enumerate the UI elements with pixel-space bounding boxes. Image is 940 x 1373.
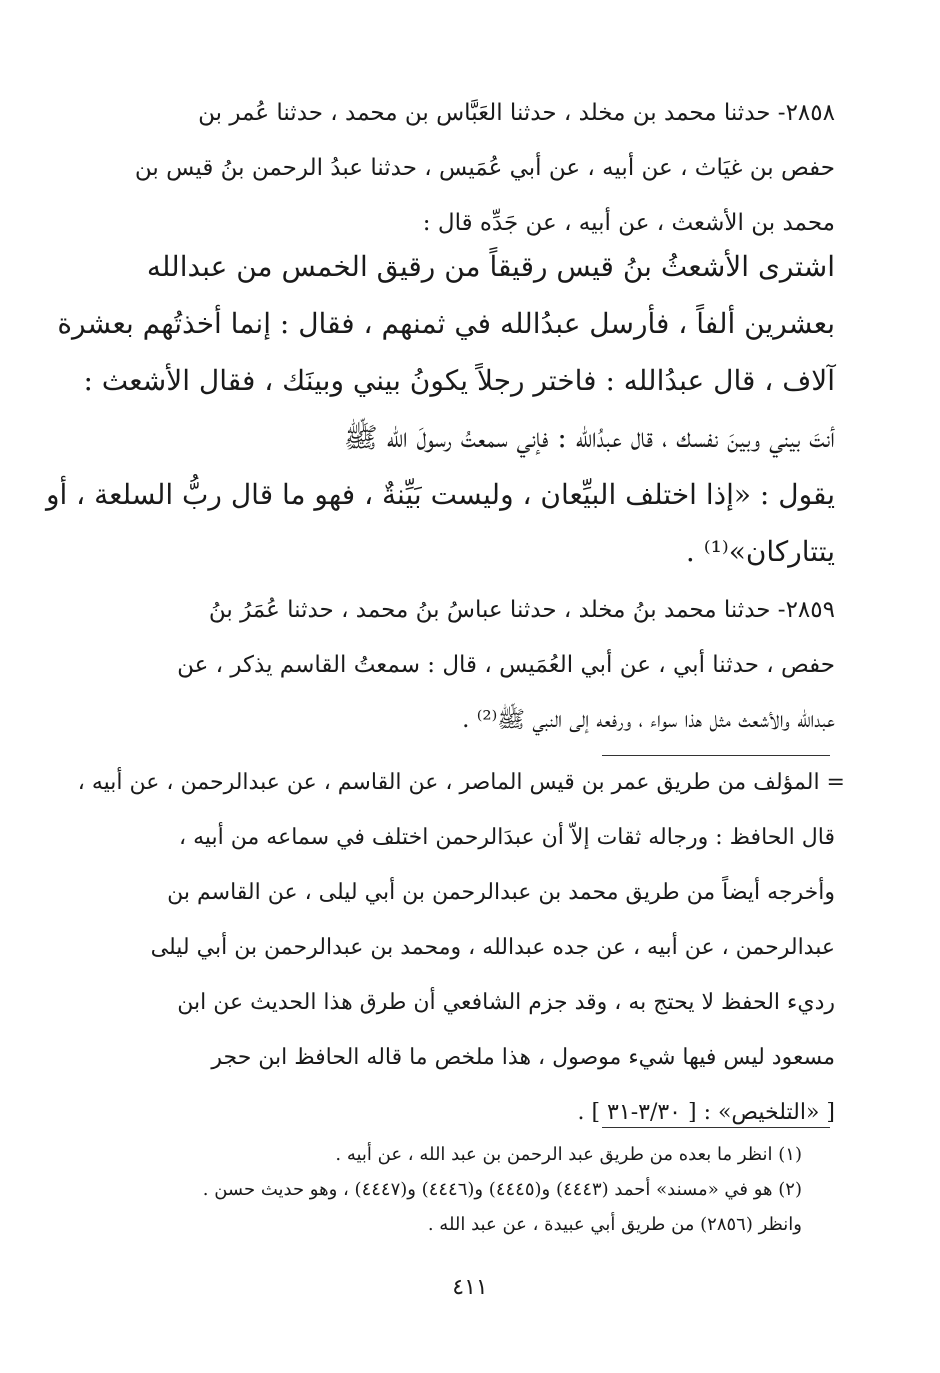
text-line: عبدالرحمن ، عن أبيه ، عن جده عبدالله ، ومحمد بن عبدالرحمن بن أبي ليلى (150, 935, 835, 960)
footnote-1: (١) انظر ما بعده من طريق عبد الرحمن بن عبد الله ، عن أبيه . (335, 1144, 802, 1165)
continued-footnote (77, 755, 845, 1140)
text-line: [ «التلخيص» : [ ٣/٣٠-٣١ ] . (577, 1100, 835, 1125)
text-line: يتتاركان»⁽¹⁾ . (685, 535, 835, 568)
text-line: = المؤلف من طريق عمر بن قيس الماصر ، عن القاسم ، عن عبدالرحمن ، عن أبيه ، (77, 770, 845, 795)
text-line: اشترى الأشعثُ بنُ قيس رقيقاً من رقيق الخمس من عبدالله (146, 250, 835, 283)
footnote-separator (602, 1127, 830, 1128)
text-line: آلاف ، قال عبدُالله : فاختر رجلاً يكونُ بيني وبينَك ، فقال الأشعث : (83, 364, 835, 397)
text-line: عبدالله والأشعث مثل هذا سواء ، ورفعه إلى النبي ﷺ⁽²⁾ . (462, 707, 835, 733)
footnote-2-continued: وانظر (٢٨٥٦) من طريق أبي عبيدة ، عن عبد الله . (427, 1214, 802, 1235)
footnote-2: (٢) هو في «مسند» أحمد (٤٤٤٣) و(٤٤٤٥) و(٤٤٤٦) و(٤٤٤٧) ، وهو حديث حسن . (202, 1179, 802, 1200)
text-line: قال الحافظ : ورجاله ثقات إلاّ أن عبدَالرحمن اختلف في سماعه من أبيه ، (179, 825, 835, 850)
text-line: يقول : «إذا اختلف البيِّعان ، وليست بَيِّنةٌ ، فهو ما قال ربُّ السلعة ، أو (45, 478, 835, 511)
hadith-2858-matn (45, 238, 835, 580)
text-line: حفص ، حدثنا أبي ، عن أبي العُمَيس ، قال : سمعتُ القاسم يذكر ، عن (177, 652, 835, 678)
footnotes (102, 1137, 802, 1242)
text-line: محمد بن الأشعث ، عن أبيه ، عن جَدِّه قال : (422, 210, 835, 236)
hadith-2858-isnad (110, 86, 835, 251)
text-line: حفص بن غيَاث ، عن أبيه ، عن أبي عُمَيس ، حدثنا عبدُ الرحمن بنُ قيس بن (134, 155, 835, 181)
hadith-2859 (110, 583, 835, 748)
page-number: ٤١١ (452, 1275, 488, 1300)
text-line: وأخرجه أيضاً من طريق محمد بن عبدالرحمن بن أبي ليلى ، عن القاسم بن (167, 880, 835, 905)
text-line: رديء الحفظ لا يحتج به ، وقد جزم الشافعي أن طرق هذا الحديث عن ابن (177, 990, 835, 1015)
text-line: أنتَ بيني وبينَ نفسك ، قال عبدُالله : فإني سمعتُ رسولَ الله ﷺ (343, 421, 835, 454)
text-line: مسعود ليس فيها شيء موصول ، هذا ملخص ما قاله الحافظ ابن حجر (211, 1045, 835, 1070)
text-line: بعشرين ألفاً ، فأرسل عبدُالله في ثمنهم ، فقال : إنما أخذتُهم بعشرة (57, 307, 835, 340)
text-line: ٢٨٥٩- حدثنا محمد بنُ مخلد ، حدثنا عباسُ بنُ محمد ، حدثنا عُمَرُ بنُ (208, 597, 835, 623)
text-line: ٢٨٥٨- حدثنا محمد بن مخلد ، حدثنا العَبَّاس بن محمد ، حدثنا عُمر بن (198, 100, 835, 126)
